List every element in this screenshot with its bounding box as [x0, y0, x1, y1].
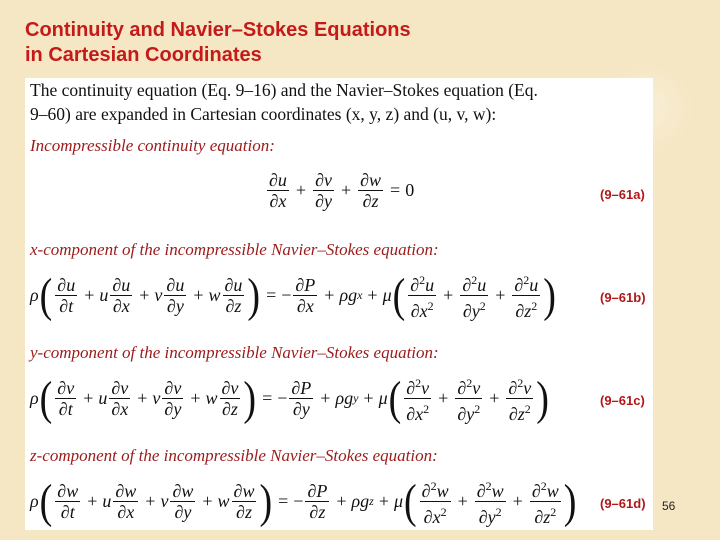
intro-paragraph [30, 78, 650, 126]
equation-label-b: (9–61b) [600, 290, 646, 305]
equation-x-momentum: ρ ( $\frac{\partial u}{\partial t}$ + u $\frac{\partial u}{\partial x}$ + v $\frac{\partial u}{\partial y}$ + w $\frac{\partial u}{\partial z}$ ) = − $\frac{\partial P}{\partial x}$ + ρg x + μ ( $\frac{\partial^2u}{\partial x^2}$ + $\frac{\partial^2u}{\partial y^2}$ + $\frac{\partial^2u}{\partial z^2}$ ) [30, 269, 556, 322]
intro-line-2: 9–60) are expanded in Cartesian coordinates (x, y, z) and (u, v, w): [30, 104, 497, 124]
equation-continuity: $\frac{\partial u}{\partial x}$ + $\frac{\partial v}{\partial y}$ + $\frac{\partial w}{\partial z}$ = 0 [269, 170, 415, 211]
equation-label-d: (9–61d) [600, 496, 646, 511]
slide-title [25, 18, 585, 68]
title-line-2: in Cartesian Coordinates [25, 44, 262, 66]
equation-z-momentum: ρ ( $\frac{\partial w}{\partial t}$ + u $\frac{\partial w}{\partial x}$ + v $\frac{\partial w}{\partial y}$ + w $\frac{\partial w}{\partial z}$ ) = − $\frac{\partial P}{\partial z}$ + ρg z + μ ( $\frac{\partial^2w}{\partial x^2}$ + $\frac{\partial^2w}{\partial y^2}$ + $\frac{\partial^2w}{\partial z^2}$ ) [30, 475, 577, 528]
intro-line-1: The continuity equation (Eq. 9–16) and the Navier–Stokes equation (Eq. [30, 80, 538, 100]
page-number: 56 [662, 499, 676, 513]
section-heading-continuity: Incompressible continuity equation: [30, 136, 275, 155]
title-line-1: Continuity and Navier–Stokes Equations [25, 19, 411, 41]
section-heading-y: y-component of the incompressible Navier–Stokes equation: [30, 343, 439, 362]
section-heading-z: z-component of the incompressible Navier–Stokes equation: [30, 446, 438, 465]
equation-y-momentum: ρ ( $\frac{\partial v}{\partial t}$ + u $\frac{\partial v}{\partial x}$ + v $\frac{\partial v}{\partial y}$ + w $\frac{\partial v}{\partial z}$ ) = − $\frac{\partial P}{\partial y}$ + ρg y + μ ( $\frac{\partial^2v}{\partial x^2}$ + $\frac{\partial^2v}{\partial y^2}$ + $\frac{\partial^2v}{\partial z^2}$ ) [30, 372, 549, 425]
equation-label-a: (9–61a) [600, 187, 645, 202]
equation-label-c: (9–61c) [600, 393, 645, 408]
section-heading-x: x-component of the incompressible Navier–Stokes equation: [30, 240, 439, 259]
equation-panel [25, 78, 653, 530]
